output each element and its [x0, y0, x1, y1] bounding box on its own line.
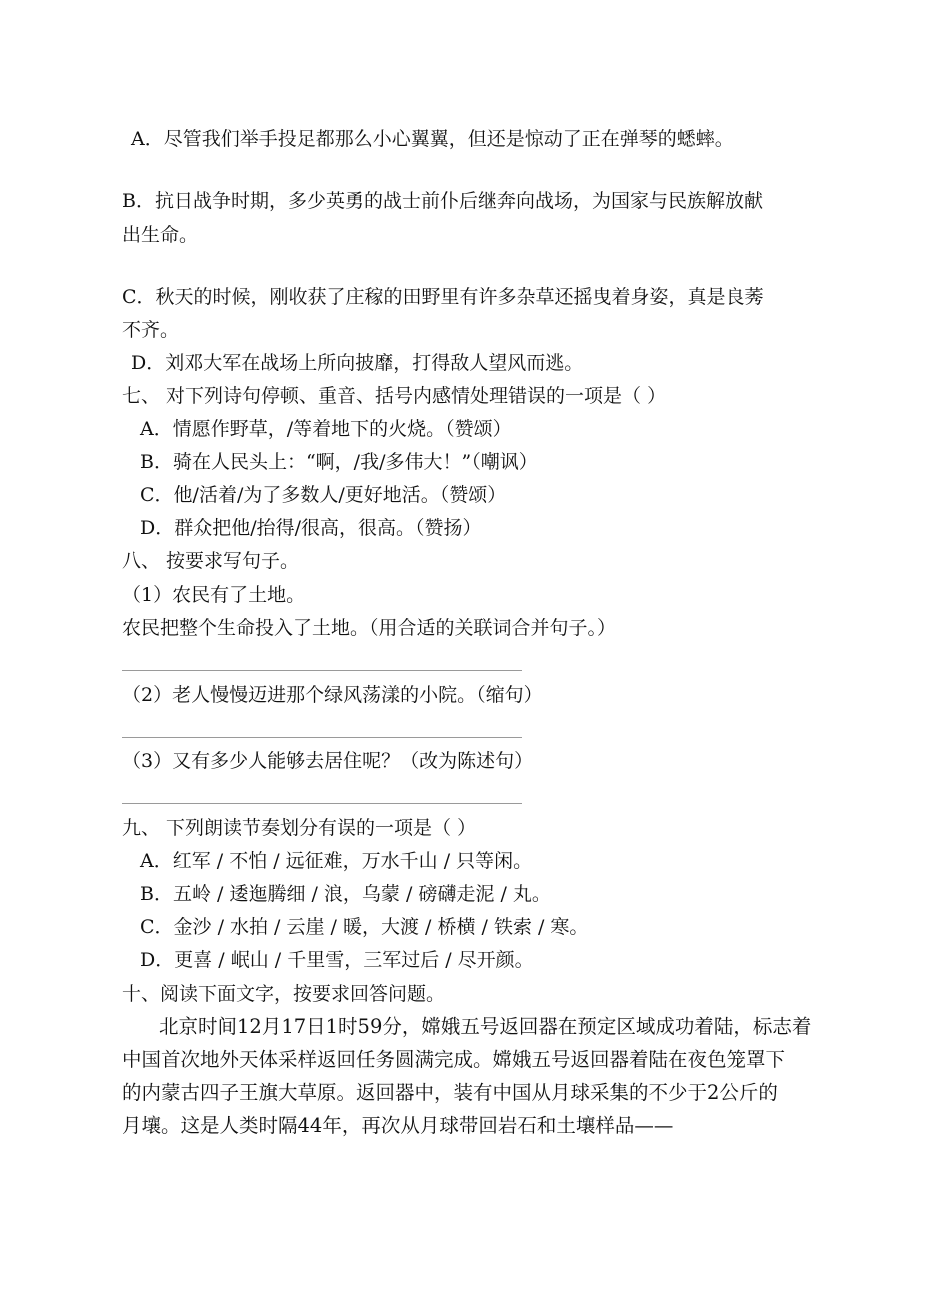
q9-option-b: B．五岭 / 逶迤腾细 / 浪，乌蒙 / 磅礴走泥 / 丸。	[140, 883, 551, 905]
passage-line-1: 北京时间12月17日1时59分，嫦娥五号返回器在预定区域成功着陆，标志着	[159, 1015, 812, 1038]
q8-sentence-3: （3）又有多少人能够去居住呢？（改为陈述句）	[122, 750, 534, 772]
q7-option-b: B．骑在人民头上：“啊，/我/多伟大！”（嘲讽）	[140, 451, 538, 473]
q7-option-d: D．群众把他/抬得/很高，很高。（赞扬）	[140, 517, 482, 539]
q9-option-d: D．更喜 / 岷山 / 千里雪，三军过后 / 尽开颜。	[140, 949, 534, 971]
question-10-title: 十、阅读下面文字，按要求回答问题。	[122, 983, 446, 1005]
q6-option-b-line1: B．抗日战争时期，多少英勇的战士前仆后继奔向战场，为国家与民族解放献	[122, 190, 763, 212]
q8-sentence-1b: 农民把整个生命投入了土地。（用合适的关联词合并句子。）	[122, 617, 617, 639]
question-8-title: 八、 按要求写句子。	[122, 550, 300, 572]
q6-option-b-line2: 出生命。	[122, 224, 199, 246]
question-7-title: 七、 对下列诗句停顿、重音、括号内感情处理错误的一项是（ ）	[122, 385, 667, 407]
q7-option-c: C．他/活着/为了多数人/更好地活。（赞颂）	[140, 484, 507, 506]
q6-option-c-line1: C．秋天的时候，刚收获了庄稼的田野里有许多杂草还摇曳着身姿，真是良莠	[122, 286, 764, 308]
q9-option-a: A．红军 / 不怕 / 远征难，万水千山 / 只等闲。	[140, 850, 533, 872]
passage-line-3: 的内蒙古四子王旗大草原。返回器中，装有中国从月球采集的不少于2公斤的	[122, 1081, 778, 1104]
q7-option-a: A．情愿作野草，/等着地下的火烧。（赞颂）	[140, 418, 512, 440]
answer-line-3[interactable]	[122, 803, 522, 804]
passage-line-2: 中国首次地外天体采样返回任务圆满完成。嫦娥五号返回器着陆在夜色笼罩下	[122, 1048, 786, 1071]
passage-line-4: 月壤。这是人类时隔44年，再次从月球带回岩石和土壤样品——	[122, 1114, 674, 1137]
q6-option-a: A．尽管我们举手投足都那么小心翼翼，但还是惊动了正在弹琴的蟋蟀。	[131, 128, 734, 150]
q8-sentence-1a: （1）农民有了土地。	[122, 584, 306, 606]
q8-sentence-2: （2）老人慢慢迈进那个绿风荡漾的小院。（缩句）	[122, 684, 543, 706]
q6-option-c-line2: 不齐。	[122, 319, 180, 341]
q6-option-d: D．刘邓大军在战场上所向披靡，打得敌人望风而逃。	[131, 352, 584, 374]
answer-line-1[interactable]	[122, 670, 522, 671]
answer-line-2[interactable]	[122, 737, 522, 738]
question-9-title: 九、 下列朗读节奏划分有误的一项是（ ）	[122, 817, 477, 839]
q9-option-c: C．金沙 / 水拍 / 云崖 / 暖，大渡 / 桥横 / 铁索 / 寒。	[140, 916, 589, 938]
